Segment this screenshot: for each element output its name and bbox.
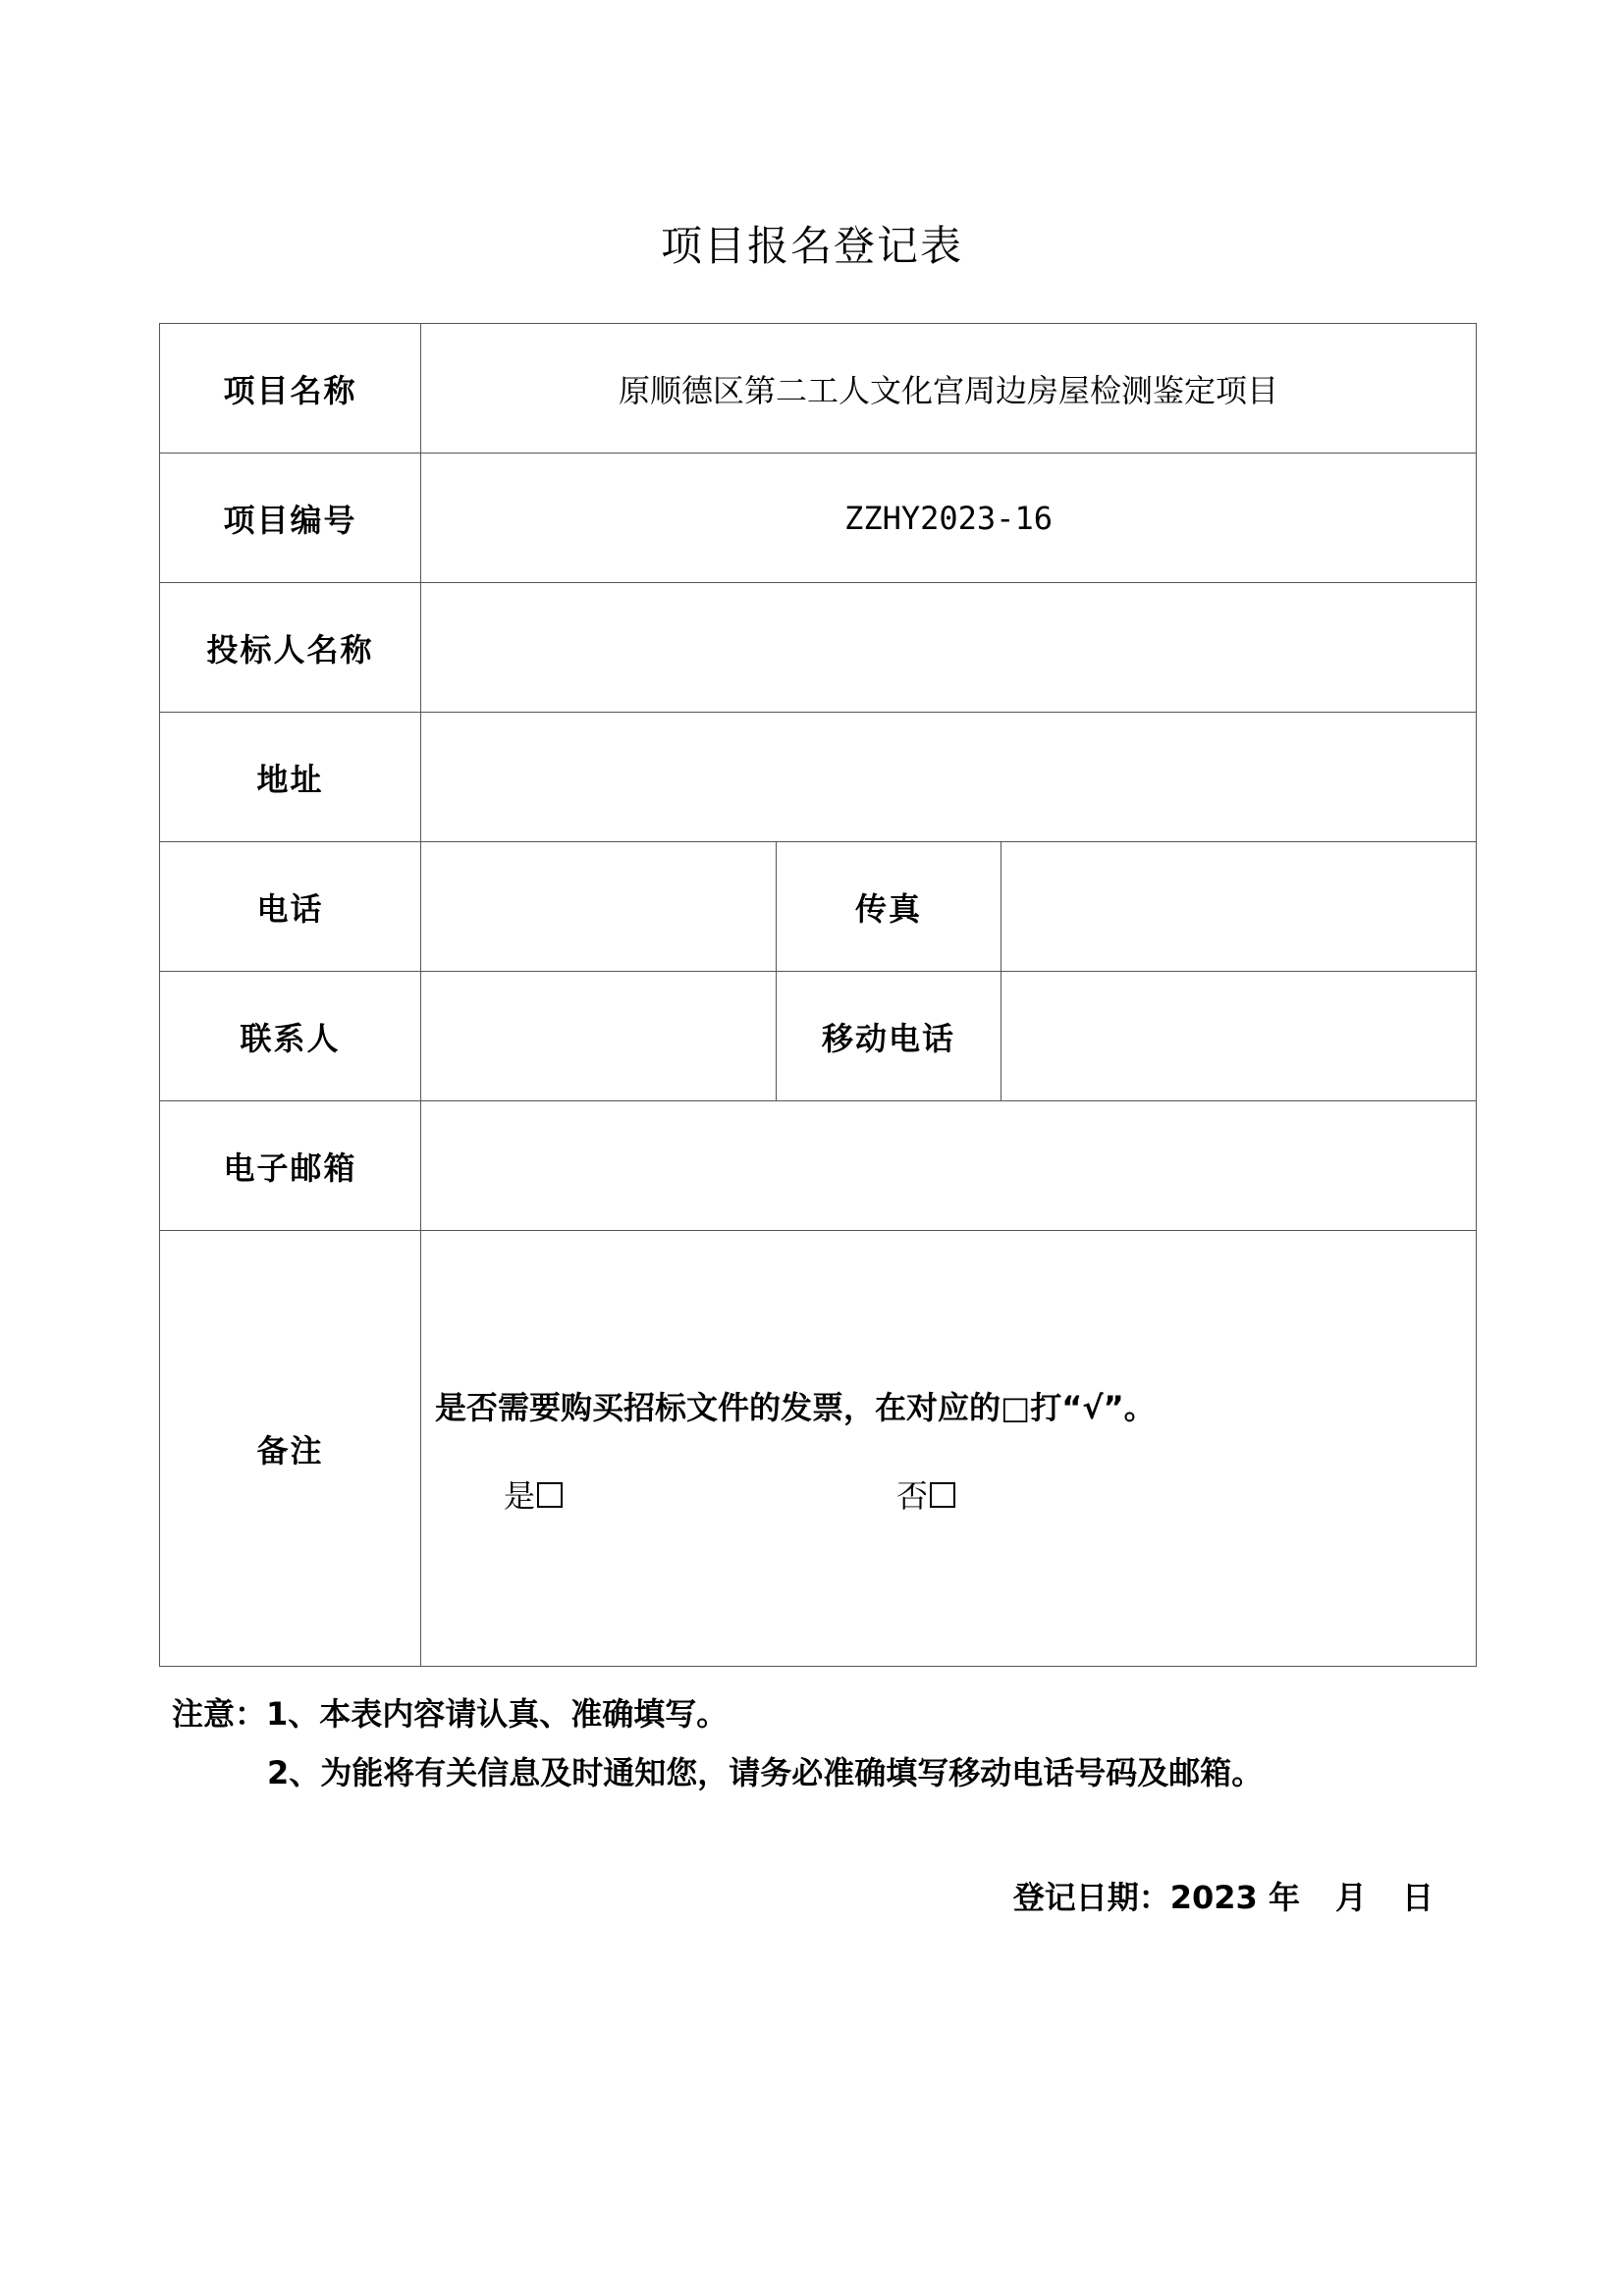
- contact-field[interactable]: [421, 972, 777, 1101]
- mobile-label: 移动电话: [777, 972, 1001, 1101]
- email-label: 电子邮箱: [160, 1101, 421, 1231]
- registration-date: [1013, 1873, 1434, 1918]
- remarks-question: 是否需要购买招标文件的发票，在对应的□打“√”。: [435, 1389, 1156, 1426]
- note-line-2: 2、为能将有关信息及时通知您，请务必准确填写移动电话号码及邮箱。: [267, 1754, 1264, 1791]
- yes-checkbox-icon[interactable]: [537, 1482, 563, 1508]
- row-remarks: [160, 1231, 1477, 1667]
- registration-form-table: [159, 323, 1477, 1667]
- row-address: [160, 713, 1477, 842]
- bidder-name-label: 投标人名称: [160, 583, 421, 713]
- fax-label: 传真: [777, 842, 1001, 972]
- note-line-1: 注意：1、本表内容请认真、准确填写。: [172, 1695, 729, 1733]
- row-phone-fax: [160, 842, 1477, 972]
- fax-field[interactable]: [1001, 842, 1477, 972]
- phone-label: 电话: [160, 842, 421, 972]
- option-no-label: 否: [896, 1477, 929, 1515]
- project-no-value[interactable]: ZZHY2023-16: [421, 454, 1477, 583]
- project-name-value[interactable]: 原顺德区第二工人文化宫周边房屋检测鉴定项目: [421, 324, 1477, 454]
- address-field[interactable]: [421, 713, 1477, 842]
- date-day: 日: [1401, 1879, 1434, 1916]
- invoice-options: [504, 1471, 929, 1517]
- option-yes-label: 是: [504, 1477, 536, 1515]
- option-no[interactable]: [896, 1471, 955, 1517]
- date-month: 月: [1334, 1879, 1367, 1916]
- row-email: [160, 1101, 1477, 1231]
- row-bidder-name: [160, 583, 1477, 713]
- row-contact-mobile: [160, 972, 1477, 1101]
- mobile-field[interactable]: [1001, 972, 1477, 1101]
- date-prefix: 登记日期：2023 年: [1012, 1879, 1300, 1916]
- row-project-no: [160, 454, 1477, 583]
- remarks-cell: [421, 1231, 1477, 1667]
- project-name-label: 项目名称: [160, 324, 421, 454]
- phone-field[interactable]: [421, 842, 777, 972]
- notes-section: [172, 1684, 1263, 1802]
- bidder-name-field[interactable]: [421, 583, 1477, 713]
- remarks-label: 备注: [160, 1231, 421, 1667]
- form-title: 项目报名登记表: [660, 222, 963, 270]
- address-label: 地址: [160, 713, 421, 842]
- project-no-label: 项目编号: [160, 454, 421, 583]
- contact-label: 联系人: [160, 972, 421, 1101]
- row-project-name: [160, 324, 1477, 454]
- no-checkbox-icon[interactable]: [930, 1482, 955, 1508]
- option-yes[interactable]: [504, 1477, 563, 1515]
- email-field[interactable]: [421, 1101, 1477, 1231]
